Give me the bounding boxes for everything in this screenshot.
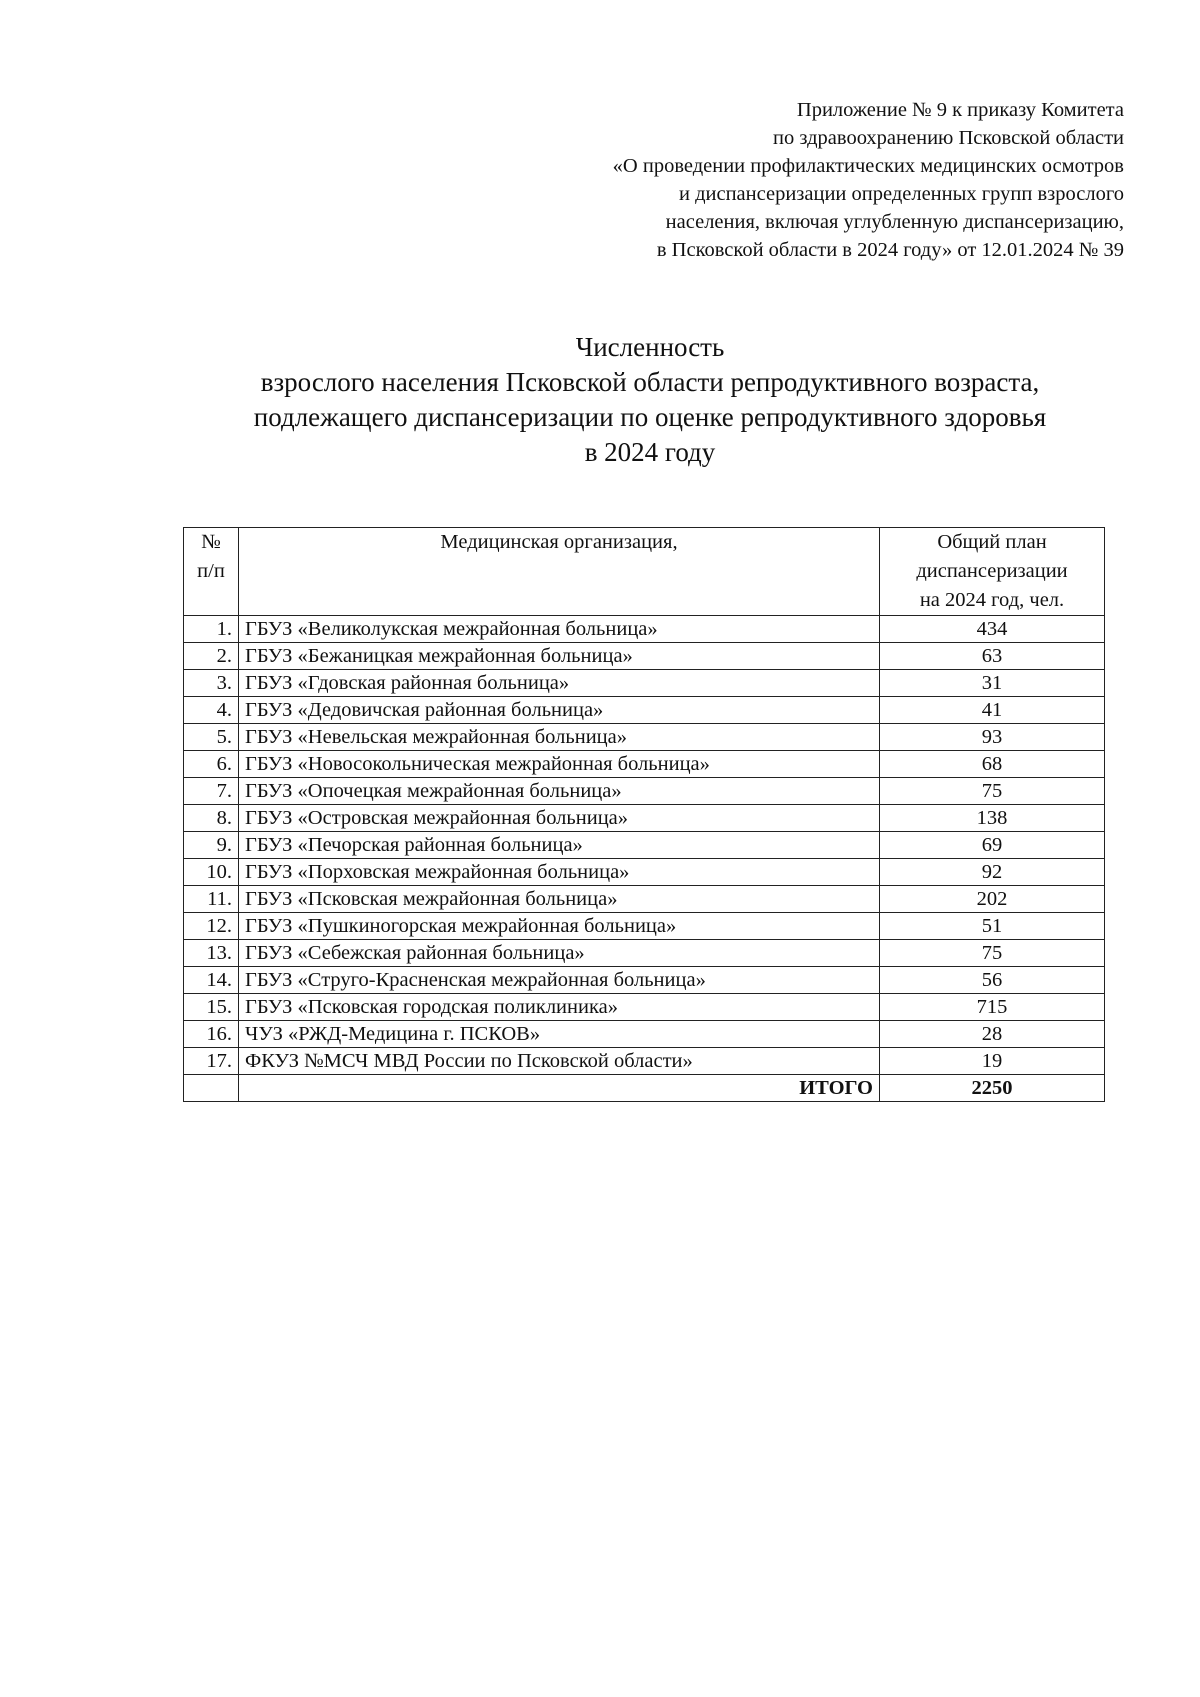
header-line: Приложение № 9 к приказу Комитета [796, 99, 1124, 121]
row-organization: ГБУЗ «Псковская городская поликлиника» [239, 994, 880, 1021]
table-row [184, 832, 1105, 859]
table-row [184, 751, 1105, 778]
table-row [184, 1021, 1105, 1048]
header-line: и диспансеризации определенных групп взрослого [678, 183, 1124, 205]
row-number: 5. [184, 724, 239, 751]
row-value: 69 [880, 832, 1105, 859]
row-organization: ГБУЗ «Пушкиногорская межрайонная больница» [239, 913, 880, 940]
row-organization: ГБУЗ «Опочецкая межрайонная больница» [239, 778, 880, 805]
row-number: 3. [184, 670, 239, 697]
row-number: 11. [184, 886, 239, 913]
row-organization: ГБУЗ «Великолукская межрайонная больница» [239, 616, 880, 643]
table-row [184, 778, 1105, 805]
header-plan-line3: на 2024 год, чел. [919, 589, 1065, 611]
table-row [184, 724, 1105, 751]
row-organization: ГБУЗ «Бежаницкая межрайонная больница» [239, 643, 880, 670]
row-number: 10. [184, 859, 239, 886]
row-number: 16. [184, 1021, 239, 1048]
table-row [184, 616, 1105, 643]
row-value: 75 [880, 940, 1105, 967]
row-number: 12. [184, 913, 239, 940]
header-line: населения, включая углубленную диспансеризацию, [665, 211, 1124, 233]
table-row [184, 859, 1105, 886]
row-number: 2. [184, 643, 239, 670]
row-number: 9. [184, 832, 239, 859]
row-value: 19 [880, 1048, 1105, 1075]
header-organization: Медицинская организация, [239, 528, 880, 616]
row-value: 75 [880, 778, 1105, 805]
row-number: 14. [184, 967, 239, 994]
dispensary-plan-table [183, 527, 1105, 1102]
header-number-line1: № [201, 531, 221, 553]
title-line: взрослого населения Псковской области репродуктивного возраста, [260, 367, 1040, 397]
row-value: 715 [880, 994, 1105, 1021]
table-row [184, 994, 1105, 1021]
header-number [184, 528, 239, 616]
total-number-empty [184, 1075, 239, 1102]
row-organization: ГБУЗ «Дедовичская районная больница» [239, 697, 880, 724]
total-label: ИТОГО [239, 1075, 880, 1102]
header-plan-line2: диспансеризации [916, 560, 1068, 582]
approval-header [484, 96, 1124, 264]
row-value: 92 [880, 859, 1105, 886]
header-plan-line1: Общий план [937, 531, 1047, 553]
row-value: 434 [880, 616, 1105, 643]
table-row [184, 940, 1105, 967]
row-number: 13. [184, 940, 239, 967]
row-organization: ГБУЗ «Невельская межрайонная больница» [239, 724, 880, 751]
row-organization: ЧУЗ «РЖД-Медицина г. ПСКОВ» [239, 1021, 880, 1048]
row-value: 138 [880, 805, 1105, 832]
title-line: подлежащего диспансеризации по оценке репродуктивного здоровья [253, 402, 1047, 432]
row-organization: ГБУЗ «Струго-Красненская межрайонная больница» [239, 967, 880, 994]
table-row [184, 886, 1105, 913]
row-organization: ГБУЗ «Новосокольническая межрайонная больница» [239, 751, 880, 778]
row-value: 93 [880, 724, 1105, 751]
row-number: 1. [184, 616, 239, 643]
row-organization: ГБУЗ «Островская межрайонная больница» [239, 805, 880, 832]
row-value: 28 [880, 1021, 1105, 1048]
row-organization: ГБУЗ «Себежская районная больница» [239, 940, 880, 967]
table-row [184, 805, 1105, 832]
row-organization: ФКУЗ №МСЧ МВД России по Псковской области» [239, 1048, 880, 1075]
table-row [184, 967, 1105, 994]
table-row [184, 670, 1105, 697]
table-header-row [184, 528, 1105, 616]
title-line: Численность [575, 332, 725, 362]
row-value: 202 [880, 886, 1105, 913]
header-plan [880, 528, 1105, 616]
header-number-line2: п/п [197, 560, 225, 582]
total-value: 2250 [880, 1075, 1105, 1102]
row-number: 8. [184, 805, 239, 832]
header-line: по здравоохранению Псковской области [773, 127, 1124, 149]
row-value: 63 [880, 643, 1105, 670]
table-row [184, 697, 1105, 724]
header-line: в Псковской области в 2024 году» от 12.01.2024 № 39 [656, 239, 1124, 261]
row-number: 15. [184, 994, 239, 1021]
total-row [184, 1075, 1105, 1102]
table-row [184, 643, 1105, 670]
row-organization: ГБУЗ «Псковская межрайонная больница» [239, 886, 880, 913]
row-organization: ГБУЗ «Печорская районная больница» [239, 832, 880, 859]
row-number: 7. [184, 778, 239, 805]
document-title [200, 330, 1100, 470]
row-number: 17. [184, 1048, 239, 1075]
header-line: «О проведении профилактических медицинских осмотров [612, 155, 1124, 177]
row-value: 56 [880, 967, 1105, 994]
table-row [184, 913, 1105, 940]
row-value: 41 [880, 697, 1105, 724]
row-number: 4. [184, 697, 239, 724]
table-row [184, 1048, 1105, 1075]
row-number: 6. [184, 751, 239, 778]
row-organization: ГБУЗ «Порховская межрайонная больница» [239, 859, 880, 886]
row-organization: ГБУЗ «Гдовская районная больница» [239, 670, 880, 697]
row-value: 68 [880, 751, 1105, 778]
row-value: 51 [880, 913, 1105, 940]
title-line: в 2024 году [584, 437, 716, 467]
row-value: 31 [880, 670, 1105, 697]
